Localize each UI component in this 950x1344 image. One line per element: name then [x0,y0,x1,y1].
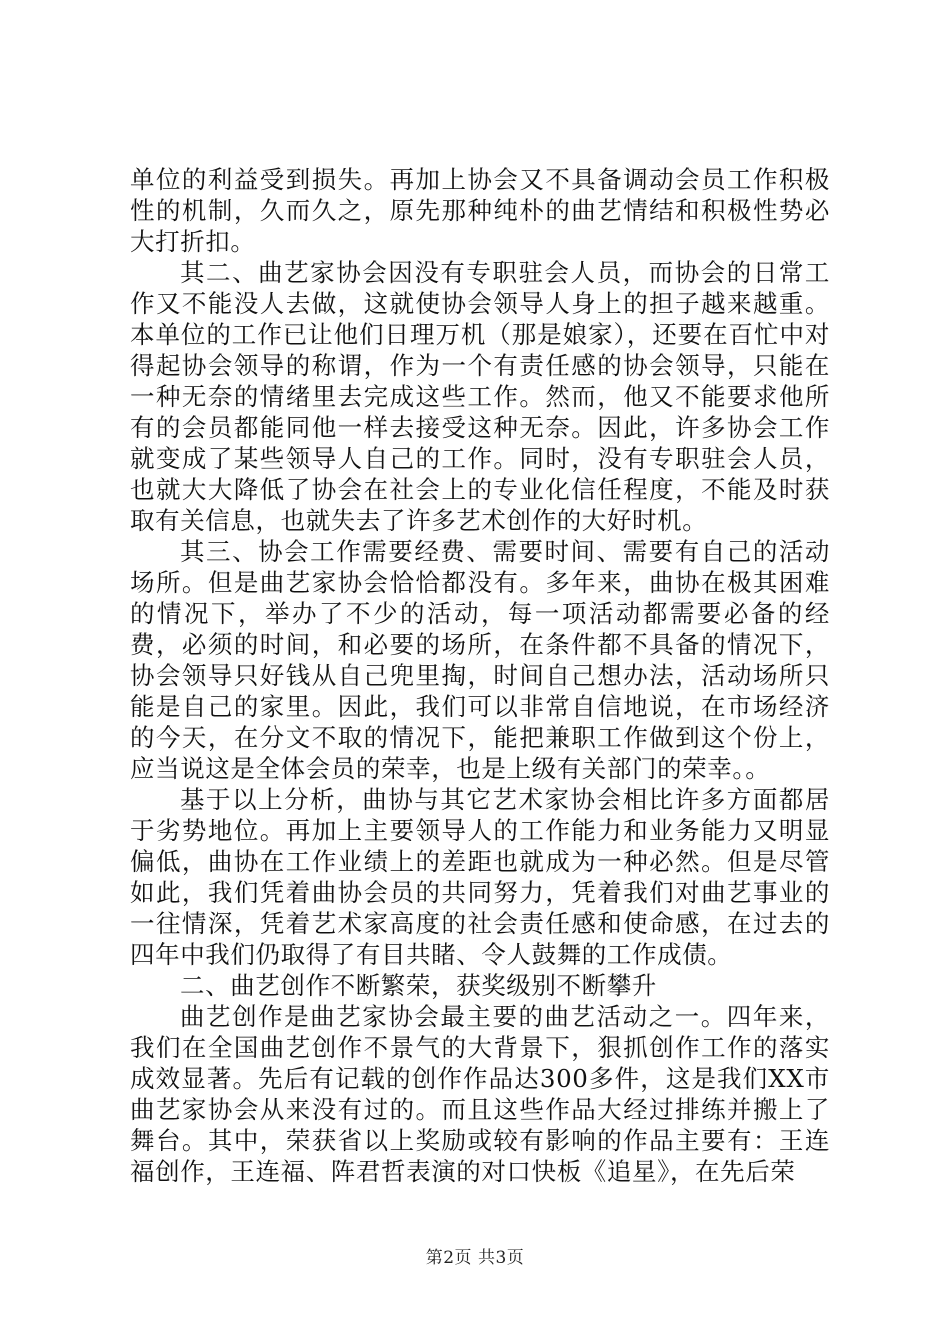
section-heading: 二、曲艺创作不断繁荣，获奖级别不断攀升 [180,971,657,1000]
paragraph: 其二、曲艺家协会因没有专职驻会人员，而协会的日常工作又不能没人去做，这就使协会领导人身上的担子越来越重。本单位的工作已让他们日理万机（那是娘家），还要在百忙中对得起协会领导的称谓，作为一个有责任感的协会领导，只能在一种无奈的情绪里去完成这些工作。然而，他又不能要求他所有的会员都能同他一样去接受这种无奈。因此，许多协会工作就变成了某些领导人自己的工作。同时，没有专职驻会人员，也就大大降低了协会在社会上的专业化信任程度，不能及时获取有关信息，也就失去了许多艺术创作的大好时机。 [130,258,830,535]
document-body [130,164,830,1187]
page-footer: 第2页 共3页 [425,1248,525,1268]
paragraph: 曲艺创作是曲艺家协会最主要的曲艺活动之一。四年来，我们在全国曲艺创作不景气的大背景下，狠抓创作工作的落实成效显著。先后有记载的创作作品达300多件，这是我们XX市曲艺家协会从来没有过的。而且这些作品大经过排练并搬上了舞台。其中，荣获省以上奖励或较有影响的作品主要有：王连福创作，王连福、阵君哲表演的对口快板《追星》，在先后荣 [130,1002,830,1186]
paragraph: 其三、协会工作需要经费、需要时间、需要有自己的活动场所。但是曲艺家协会恰恰都没有。多年来，曲协在极其困难的情况下，举办了不少的活动，每一项活动都需要必备的经费，必须的时间，和必要的场所，在条件都不具备的情况下，协会领导只好钱从自己兜里掏，时间自己想办法，活动场所只能是自己的家里。因此，我们可以非常自信地说，在市场经济的今天，在分文不取的情况下，能把兼职工作做到这个份上，应当说这是全体会员的荣幸，也是上级有关部门的荣幸。。 [130,537,830,783]
paragraph: 基于以上分析，曲协与其它艺术家协会相比许多方面都居于劣势地位。再加上主要领导人的工作能力和业务能力又明显偏低，曲协在工作业绩上的差距也就成为一种必然。但是尽管如此，我们凭着曲协会员的共同努力，凭着我们对曲艺事业的一往情深，凭着艺术家高度的社会责任感和使命感，在过去的四年中我们仍取得了有目共睹、令人鼓舞的工作成债。 [130,785,830,969]
paragraph: 单位的利益受到损失。再加上协会又不具备调动会员工作积极性的机制，久而久之，原先那种纯朴的曲艺情结和积极性势必大打折扣。 [130,165,830,256]
